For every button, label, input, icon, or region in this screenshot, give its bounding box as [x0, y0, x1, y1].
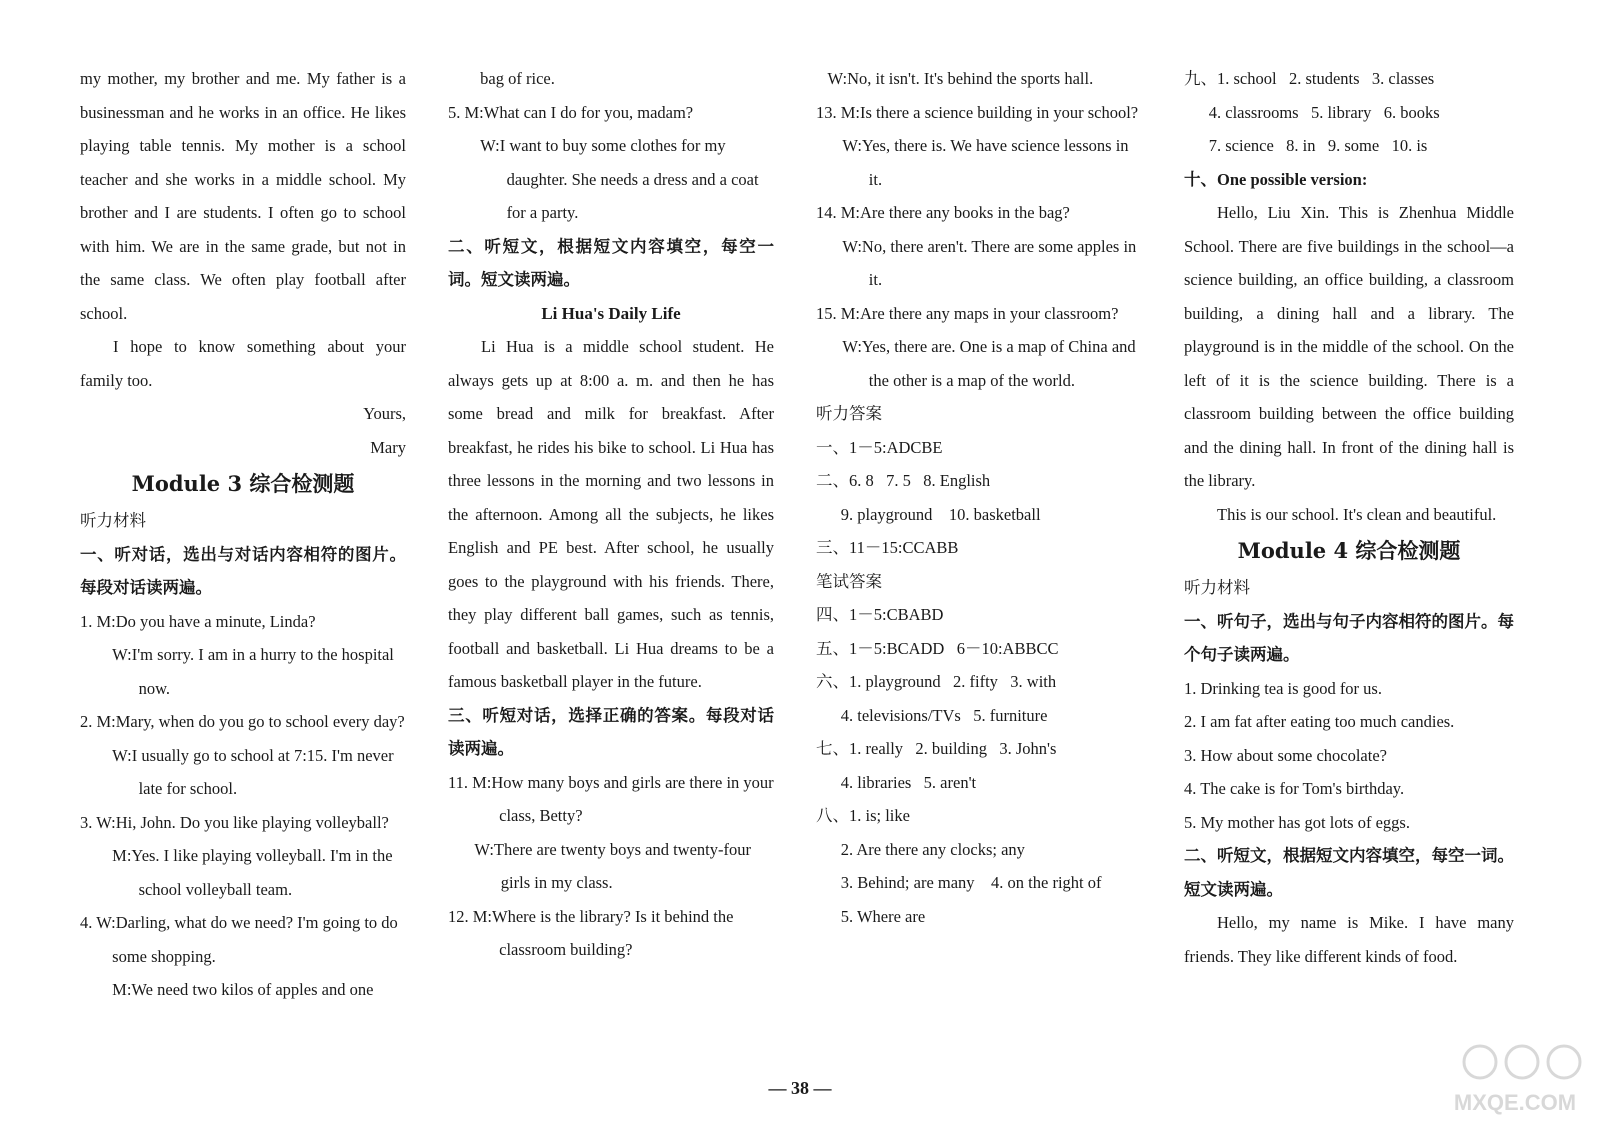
dialogue-line: W:Yes, there is. We have science lessons in it.: [842, 136, 1129, 189]
dialogue-line: 15. M:Are there any maps in your classroom?: [816, 303, 1119, 323]
sentence-line: 4. The cake is for Tom's birthday.: [1184, 779, 1405, 798]
answer-line: 9. playground 10. basketball: [840, 504, 1041, 524]
answer-line: 4. libraries 5. aren't: [840, 772, 977, 792]
dialogue-line: W:I'm sorry. I am in a hurry to the hospital now.: [112, 645, 394, 698]
sentence-line: 5. My mother has got lots of eggs.: [1184, 812, 1410, 832]
answer-line: 7. science 8. in 9. some 10. is: [1208, 136, 1428, 155]
essay-label: 十、One possible version:: [1184, 169, 1368, 189]
dialogue-line: W:No, there aren't. There are some apples in it.: [842, 236, 1137, 289]
essay-paragraph: This is our school. It's clean and beautiful.: [1217, 504, 1497, 524]
section-heading: 二、听短文，根据短文内容填空，每空一词。短文读两遍。: [448, 236, 774, 289]
answer-line: 2. Are there any clocks; any: [840, 839, 1025, 859]
dialogue-line: W:I usually go to school at 7:15. I'm never late for school.: [112, 745, 394, 798]
answer-line: 五、1－5:BCADD 6－10:ABBCC: [816, 638, 1059, 658]
answer-line: 九、1. school 2. students 3. classes: [1184, 69, 1435, 88]
answer-line: 四、1－5:CBABD: [816, 605, 944, 624]
answer-line: 5. Where are: [840, 906, 926, 926]
passage-title: Li Hua's Daily Life: [541, 303, 681, 323]
dialogue-line: M:We need two kilos of apples and one: [112, 980, 374, 999]
essay-paragraph: Hello, Liu Xin. This is Zhenhua Middle School. There are five buildings in the school—a science building, an office building, a classroom building, a dining hall and a library. The playground is in the middle of the school. On the left of it is the science building. There is a classroom building between the office building and the dining hall. In front of the dining hall is the library.: [1184, 203, 1514, 490]
listening-label: 听力材料: [1184, 578, 1250, 597]
dialogue-line: 14. M:Are there any books in the bag?: [816, 203, 1070, 222]
answer-line: 4. televisions/TVs 5. furniture: [840, 705, 1048, 725]
watermark-logo-icon: [1440, 1040, 1590, 1120]
module-4-title: Module 4 综合检测题: [1237, 538, 1461, 563]
written-answers-label: 笔试答案: [816, 571, 882, 591]
dialogue-line: W:I want to buy some clothes for my daughter. She needs a dress and a coat for a party.: [480, 136, 759, 222]
section-heading: 三、听短对话，选择正确的答案。每段对话读两遍。: [448, 705, 774, 758]
dialogue-line: 13. M:Is there a science building in your school?: [816, 102, 1139, 122]
sentence-line: 2. I am fat after eating too much candies.: [1184, 712, 1455, 731]
letter-paragraph: my mother, my brother and me. My father is a businessman and he works in an office. He likes playing table tennis. My mother is a school teacher and she works in a middle school. My brother and I are students. I often go to school with him. We are in the same grade, but not in the same class. We often play football after school.: [80, 69, 406, 323]
section-heading: 一、听句子，选出与句子内容相符的图片。每个句子读两遍。: [1184, 611, 1514, 664]
letter-closing: Yours,: [363, 404, 406, 423]
column-4: [1184, 62, 1514, 973]
letter-signature: Mary: [370, 437, 406, 457]
answer-line: 八、1. is; like: [816, 806, 910, 825]
module-3-title: Module 3 综合检测题: [131, 471, 355, 496]
letter-paragraph: I hope to know something about your family too.: [80, 337, 406, 390]
answer-line: 三、11－15:CCABB: [816, 538, 959, 557]
page-number: — 38 —: [768, 1078, 832, 1098]
dialogue-line: W:Yes, there are. One is a map of China and the other is a map of the world.: [842, 337, 1136, 390]
sentence-line: 1. Drinking tea is good for us.: [1184, 678, 1382, 698]
passage-text: Hello, my name is Mike. I have many friends. They like different kinds of food.: [1184, 913, 1514, 966]
dialogue-line: 12. M:Where is the library? Is it behind the classroom building?: [448, 906, 734, 959]
section-heading: 一、听对话，选出与对话内容相符的图片。每段对话读两遍。: [80, 544, 406, 597]
passage-text: Li Hua is a middle school student. He always gets up at 8:00 a. m. and then he has some bread and milk for breakfast. After breakfast, he rides his bike to school. Li Hua has three lessons in the morning and two lessons in the afternoon. Among all the subjects, he likes English and PE best. After school, he usually goes to the playground with his friends. There, they play different ball games, such as tennis, football and basketball. Li Hua dreams to be a famous basketball player in the future.: [448, 337, 774, 691]
dialogue-line: W:There are twenty boys and twenty-four girls in my class.: [474, 839, 751, 892]
sentence-line: 3. How about some chocolate?: [1184, 745, 1387, 765]
listening-label: 听力材料: [80, 511, 146, 530]
dialogue-line: W:No, it isn't. It's behind the sports hall.: [827, 69, 1094, 88]
dialogue-line: 3. W:Hi, John. Do you like playing volleyball?: [80, 812, 389, 832]
dialogue-line: 11. M:How many boys and girls are there in your class, Betty?: [448, 772, 774, 825]
answer-line: 二、6. 8 7. 5 8. English: [816, 471, 991, 490]
answer-line: 一、1－5:ADCBE: [816, 437, 943, 457]
column-2: [448, 62, 774, 967]
dialogue-line: bag of rice.: [480, 69, 555, 88]
dialogue-line: 1. M:Do you have a minute, Linda?: [80, 611, 316, 631]
watermark-text: MXQE.COM: [1453, 1090, 1577, 1115]
answer-line: 六、1. playground 2. fifty 3. with: [816, 672, 1057, 691]
listening-answers-label: 听力答案: [816, 404, 882, 423]
dialogue-line: 5. M:What can I do for you, madam?: [448, 102, 694, 122]
answer-line: 4. classrooms 5. library 6. books: [1208, 102, 1440, 122]
column-3: [816, 62, 1142, 933]
dialogue-line: 2. M:Mary, when do you go to school every day?: [80, 712, 405, 731]
answer-line: 七、1. really 2. building 3. John's: [816, 739, 1057, 758]
dialogue-line: 4. W:Darling, what do we need? I'm going to do some shopping.: [80, 913, 398, 966]
section-heading: 二、听短文，根据短文内容填空，每空一词。短文读两遍。: [1184, 846, 1514, 899]
column-1: [80, 62, 406, 1007]
dialogue-line: M:Yes. I like playing volleyball. I'm in the school volleyball team.: [112, 846, 393, 899]
answer-line: 3. Behind; are many 4. on the right of: [840, 873, 1102, 892]
